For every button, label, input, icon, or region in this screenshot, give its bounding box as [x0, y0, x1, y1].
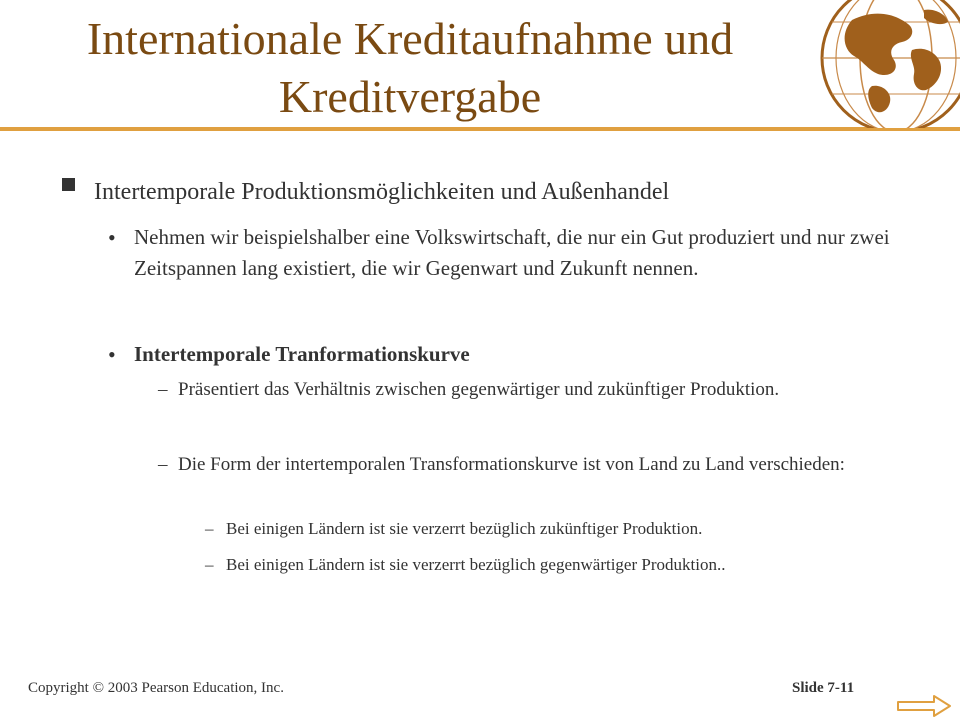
dash-bullet: – [158, 379, 168, 400]
slide-number: Slide 7-11 [792, 680, 855, 696]
heading-bullet: Intertemporale Produktionsmöglichkeiten und Außenhandel [94, 179, 670, 205]
next-arrow-icon[interactable] [896, 694, 952, 718]
sub-point-1: Präsentiert das Verhältnis zwischen gegenwärtiger und zukünftiger Produktion. [178, 379, 780, 400]
square-bullet-icon [62, 178, 76, 192]
sub-sub-point-2: Bei einigen Ländern ist sie verzerrt bezüglich gegenwärtiger Produktion.. [226, 555, 726, 574]
dash-bullet: – [205, 519, 214, 538]
bullet-point-2: Intertemporale Tranformationskurve [134, 342, 470, 366]
sub-sub-point-1: Bei einigen Ländern ist sie verzerrt bezüglich zukünftiger Produktion. [226, 519, 703, 538]
round-bullet-icon: • [108, 225, 116, 250]
bullet-point-1: Nehmen wir beispielshalber eine Volkswirtschaft, die nur ein Gut produziert und nur zwei Zeitspannen lang existiert, die wir Gegenwart und Zukunft nennen. [134, 225, 890, 280]
dash-bullet: – [205, 555, 214, 574]
sub-point-2: Die Form der intertemporalen Transformationskurve ist von Land zu Land verschieden: [178, 454, 845, 475]
copyright-notice: Copyright © 2003 Pearson Education, Inc. [28, 680, 284, 696]
dash-bullet: – [158, 454, 168, 475]
globe-icon [812, 0, 960, 128]
slide-title: Internationale Kreditaufnahme und Kreditvergabe [86, 13, 734, 122]
round-bullet-icon: • [108, 342, 116, 367]
